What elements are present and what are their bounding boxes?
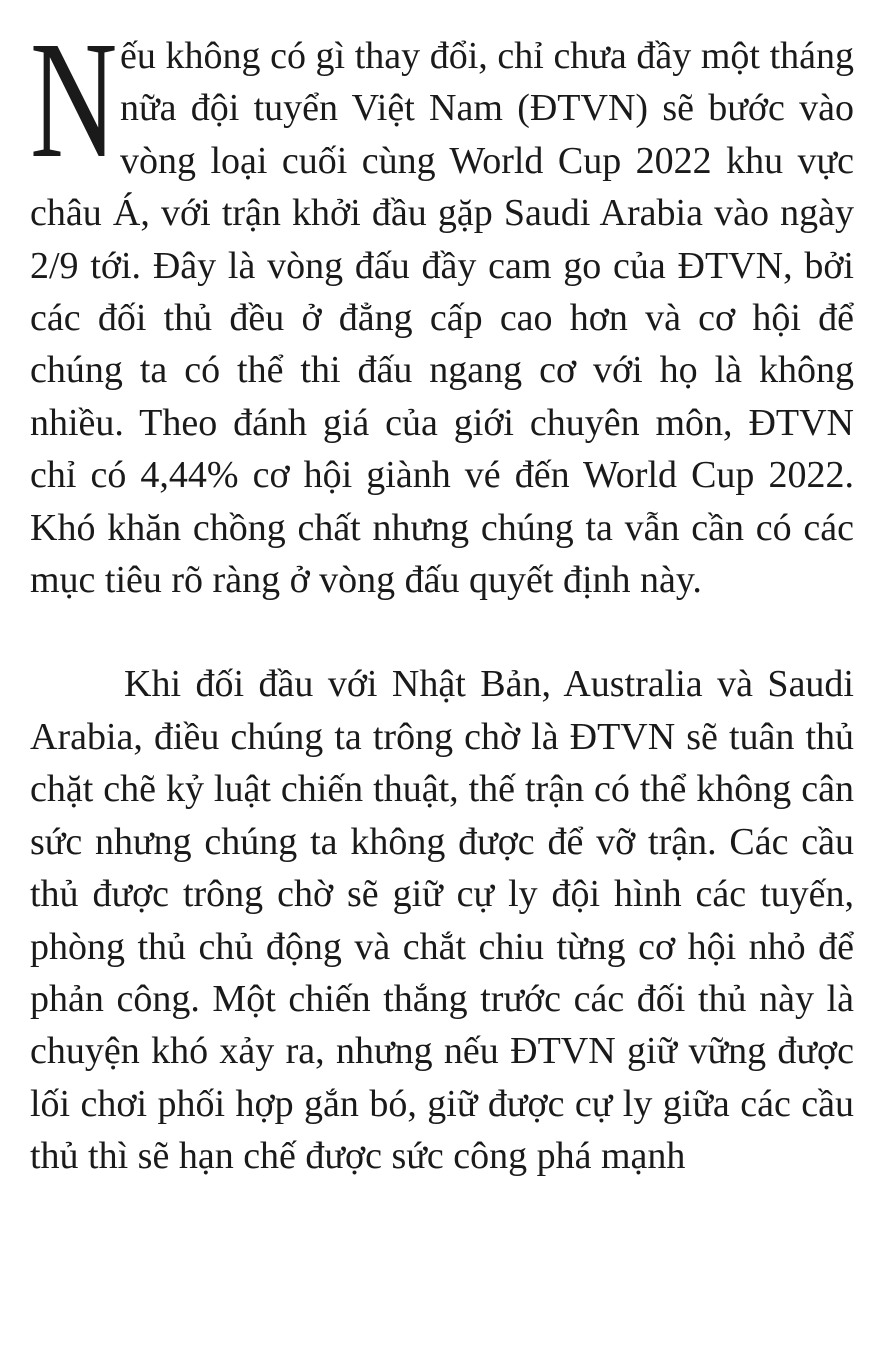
drop-cap: N bbox=[30, 7, 118, 193]
article-body bbox=[30, 7, 854, 1183]
paragraph-intro bbox=[30, 7, 854, 606]
paragraph-second bbox=[30, 658, 854, 1182]
paragraph-second-text: Khi đối đầu với Nhật Bản, Australia và Saudi Arabia, điều chúng ta trông chờ là ĐTVN sẽ tuân thủ chặt chẽ kỷ luật chiến thuật, thế trận có thể không cân sức nhưng chúng ta không được để vỡ trận. Các cầu thủ được trông chờ sẽ giữ cự ly đội hình các tuyến, phòng thủ chủ động và chắt chiu từng cơ hội nhỏ để phản công. Một chiến thắng trước các đối thủ này là chuyện khó xảy ra, nhưng nếu ĐTVN giữ vững được lối chơi phối hợp gắn bó, giữ được cự ly giữa các cầu thủ thì sẽ hạn chế được sức công phá mạnh bbox=[30, 663, 854, 1178]
paragraph-intro-text: ếu không có gì thay đổi, chỉ chưa đầy một tháng nữa đội tuyển Việt Nam (ĐTVN) sẽ bước vào vòng loại cuối cùng World Cup 2022 khu vực châu Á, với trận khởi đầu gặp Saudi Arabia vào ngày 2/9 tới. Đây là vòng đấu đầy cam go của ĐTVN, bởi các đối thủ đều ở đẳng cấp cao hơn và cơ hội để chúng ta có thể thi đấu ngang cơ với họ là không nhiều. Theo đánh giá của giới chuyên môn, ĐTVN chỉ có 4,44% cơ hội giành vé đến World Cup 2022. Khó khăn chồng chất nhưng chúng ta vẫn cần có các mục tiêu rõ ràng ở vòng đấu quyết định này. bbox=[30, 35, 854, 602]
